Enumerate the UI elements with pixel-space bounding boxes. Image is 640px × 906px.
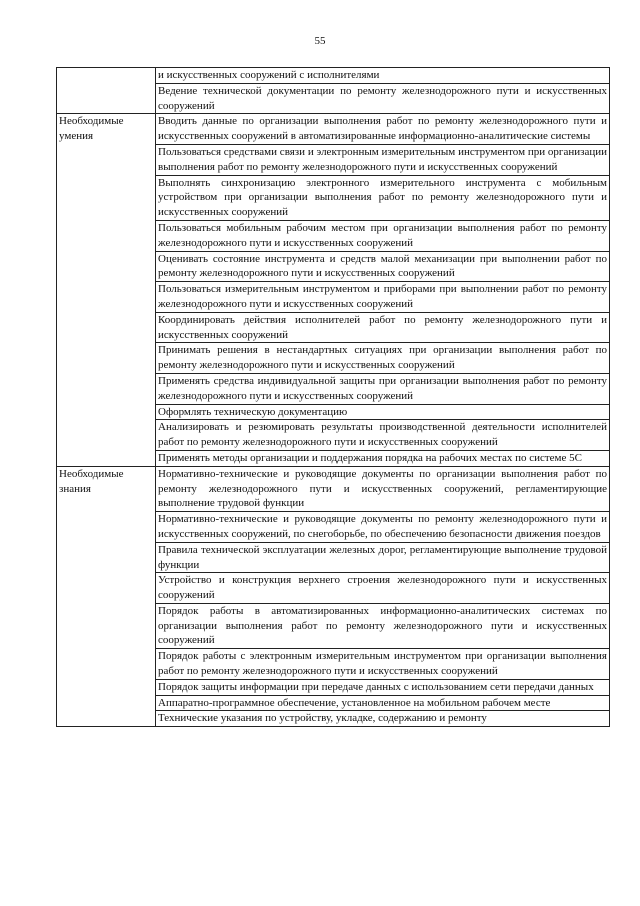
requirement-text: Выполнять синхронизацию электронного измерительного инструмента с мобильным устройством при организации выполнения работ по ремонту железнодорожного пути и искусственных сооружений bbox=[156, 175, 610, 220]
requirement-text: Оформлять техническую документацию bbox=[156, 404, 610, 420]
requirement-text: Вводить данные по организации выполнения работ по ремонту железнодорожного пути и искусственных сооружений в автоматизированные информационно-аналитические системы bbox=[156, 114, 610, 145]
requirement-text: Принимать решения в нестандартных ситуациях при организации выполнения работ по ремонту железнодорожного пути и искусственных сооружений bbox=[156, 343, 610, 374]
requirement-text: Нормативно-технические и руководящие документы по ремонту железнодорожного пути и искусственных сооружений, по снегоборьбе, по обеспечению безопасности движения поездов bbox=[156, 512, 610, 543]
requirement-text: Порядок работы с электронным измерительным инструментом при организации выполнения работ по ремонту железнодорожного пути и искусственных сооружений bbox=[156, 649, 610, 680]
requirement-text: Порядок работы в автоматизированных информационно-аналитических системах по организации выполнения работ по ремонту железнодорожного пути и искусственных сооружений bbox=[156, 603, 610, 648]
requirements-table-body bbox=[57, 68, 610, 727]
requirements-table bbox=[56, 67, 610, 727]
section-label: Необходимые знания bbox=[57, 466, 156, 727]
requirement-text: Технические указания по устройству, укладке, содержанию и ремонту bbox=[156, 711, 610, 727]
requirement-text: Анализировать и резюмировать результаты производственной деятельности исполнителей работ по ремонту железнодорожного пути и искусственных сооружений bbox=[156, 420, 610, 451]
requirement-text: Аппаратно-программное обеспечение, установленное на мобильном рабочем месте bbox=[156, 695, 610, 711]
table-row bbox=[57, 68, 610, 84]
requirement-text: Пользоваться мобильным рабочим местом при организации выполнения работ по ремонту железнодорожного пути и искусственных сооружений bbox=[156, 220, 610, 251]
requirement-text: Правила технической эксплуатации железных дорог, регламентирующие выполнение трудовой функции bbox=[156, 542, 610, 573]
requirement-text: Нормативно-технические и руководящие документы по организации выполнения работ по ремонту железнодорожного пути и искусственных сооружений, регламентирующие выполнение трудовой функции bbox=[156, 466, 610, 511]
requirement-text: и искусственных сооружений с исполнителями bbox=[156, 68, 610, 84]
requirement-text: Пользоваться средствами связи и электронным измерительным инструментом при организации выполнения работ по ремонту железнодорожного пути и искусственных сооружений bbox=[156, 144, 610, 175]
requirement-text: Ведение технической документации по ремонту железнодорожного пути и искусственных сооружений bbox=[156, 83, 610, 114]
requirement-text: Координировать действия исполнителей работ по ремонту железнодорожного пути и искусственных сооружений bbox=[156, 312, 610, 343]
requirement-text: Оценивать состояние инструмента и средств малой механизации при выполнении работ по ремонту железнодорожного пути и искусственных сооружений bbox=[156, 251, 610, 282]
page-number: 55 bbox=[314, 35, 326, 47]
section-label bbox=[57, 68, 156, 114]
table-row bbox=[57, 466, 610, 511]
requirement-text: Устройство и конструкция верхнего строения железнодорожного пути и искусственных сооружений bbox=[156, 573, 610, 604]
section-label: Необходимые умения bbox=[57, 114, 156, 466]
requirement-text: Порядок защиты информации при передаче данных с использованием сети передачи данных bbox=[156, 679, 610, 695]
table-row bbox=[57, 114, 610, 145]
requirement-text: Применять средства индивидуальной защиты при организации выполнения работ по ремонту железнодорожного пути и искусственных сооружений bbox=[156, 373, 610, 404]
requirement-text: Пользоваться измерительным инструментом и приборами при выполнении работ по ремонту железнодорожного пути и искусственных сооружений bbox=[156, 282, 610, 313]
requirement-text: Применять методы организации и поддержания порядка на рабочих местах по системе 5С bbox=[156, 450, 610, 466]
